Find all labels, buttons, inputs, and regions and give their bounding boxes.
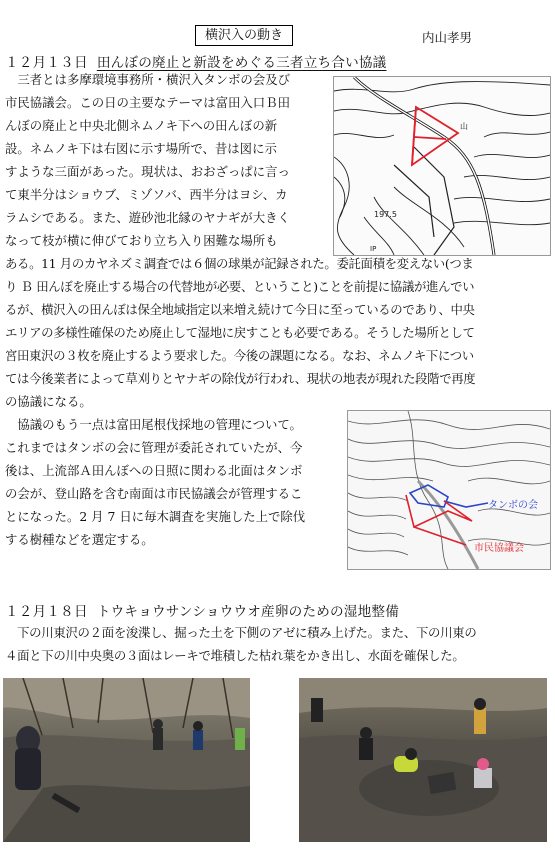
map-label-tanbo: タンボの会: [488, 500, 538, 511]
body-line: なって枝が横に伸びており立ち入り困難な場所も: [5, 233, 278, 248]
section2-line: 下の川東沢の２面を浚渫し、掘った土を下側のアゼに積み上げた。また、下の川東の: [5, 625, 477, 640]
newsletter-title: 横沢入の動き: [195, 25, 293, 46]
photo-leaf-removal: [299, 678, 547, 842]
body-line: 設。ネムノキ下は右図に示す場所で、昔は図に示: [5, 141, 277, 156]
body-line: るが、横沢入の田んぼは保全地域指定以来増え続けて今日に至っているのであり、中央: [5, 302, 475, 317]
section2-date: １２月１８日: [5, 604, 88, 620]
body-line: これまではタンボの会に管理が委託されていたが、今: [5, 440, 303, 455]
body-line: する樹種などを選定する。: [5, 532, 154, 547]
section1-heading: [5, 51, 386, 71]
photo-wetland-dredging: [3, 678, 250, 842]
map2-drawing: [348, 411, 550, 569]
body-line: の会が、登山路を含む南面は市民協議会が管理するこ: [5, 486, 303, 501]
body-line: とになった。2 月 7 日に毎木調査を実施した上で除伐: [5, 509, 306, 524]
map-mountain-label: 山: [460, 122, 468, 131]
body-line: んぼの廃止と中央北側ネムノキ下への田んぼの新: [5, 118, 278, 133]
section2-heading: [5, 600, 399, 620]
section2-title: トウキョウサンショウウオ産卵のための湿地整備: [96, 604, 399, 620]
section2-line: ４面と下の川中央奥の３面はレーキで堆積した枯れ葉をかき出し、水面を確保した。: [5, 648, 465, 663]
map-ip-label: IP: [370, 245, 377, 253]
section1-title: 田んぼの廃止と新設をめぐる三者立ち合い協議: [96, 55, 387, 71]
body-line: の協議になる。: [5, 394, 92, 409]
body-line: 三者とは多摩環境事務所・横沢入タンボの会及び: [5, 72, 290, 87]
body-line: 後は、上流部Ａ田んぼへの日照に関わる北面はタンボ: [5, 463, 303, 478]
body-line: ラムシである。また、遊砂池北縁のヤナギが大きく: [5, 210, 290, 225]
body-line: 宮田東沢の３枚を廃止するよう要求した。今後の課題になる。なお、ネムノキ下につい: [5, 348, 474, 363]
author-name: 内山孝男: [422, 30, 473, 45]
topographic-map-tomita-ridge: [347, 410, 551, 570]
map-label-shimin: 市民協議会: [474, 543, 524, 554]
topographic-map-nemunoki: [333, 76, 551, 256]
body-line: すような三面があった。現状は、おおざっぱに言っ: [5, 164, 290, 179]
map-elevation-label: 197.5: [374, 210, 397, 219]
body-line: 市民協議会。この日の主要なテーマは富田入口Ｂ田: [5, 95, 290, 110]
map-drawing: [334, 77, 550, 255]
body-line: ある。11 月のカヤネズミ調査では６個の球巣が記録された。委託面積を変えない(つま: [5, 256, 474, 271]
body-line: ては今後業者によって草刈りとヤナギの除伐が行われ、現状の地表が現れた段階で再度: [5, 371, 476, 386]
body-line: り Ｂ 田んぼを廃止する場合の代替地が必要、ということ)ことを前提に協議が進んでい: [5, 279, 475, 294]
body-line: て東半分はショウブ、ミゾソバ、西半分はヨシ、カ: [5, 187, 288, 202]
body-line: 協議のもう一点は富田尾根伐採地の管理について。: [5, 417, 302, 432]
section1-date: １２月１３日: [5, 55, 88, 71]
body-line: エリアの多様性確保のため廃止して湿地に戻すことも必要である。そうした場所として: [5, 325, 475, 340]
